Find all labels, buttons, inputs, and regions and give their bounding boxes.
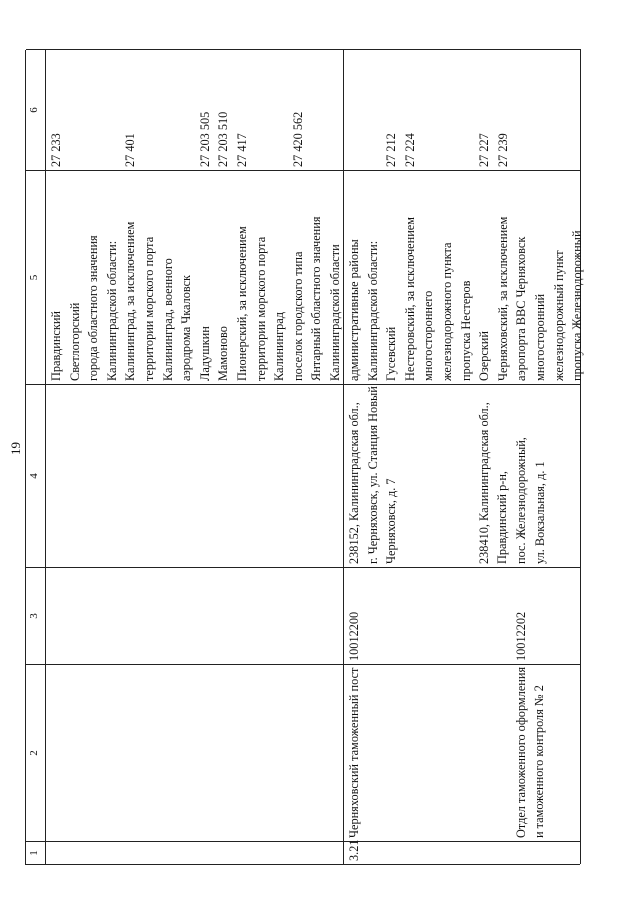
table-header-row bbox=[26, 49, 46, 864]
text-line bbox=[103, 53, 122, 167]
table-row bbox=[344, 49, 585, 864]
text-line: железнодорожного пункта bbox=[439, 242, 454, 381]
department-code: 10012202 bbox=[513, 611, 528, 661]
header-col-4: 4 bbox=[26, 384, 46, 567]
text-line bbox=[159, 53, 178, 167]
post-code-cell bbox=[46, 567, 344, 664]
text-line bbox=[364, 53, 383, 167]
text-line: административные районы bbox=[347, 239, 361, 381]
text-line: Калининградской области: bbox=[104, 240, 119, 381]
text-line: 238152, Калининградская обл., bbox=[347, 402, 361, 564]
table-row bbox=[46, 49, 344, 864]
post-code: 10012200 bbox=[347, 611, 361, 661]
row-number-cell bbox=[344, 841, 581, 864]
address-cell bbox=[344, 384, 581, 567]
text-line: 27 417 bbox=[234, 133, 249, 167]
text-line: Гусевский bbox=[384, 326, 399, 381]
text-line bbox=[438, 53, 457, 167]
text-line: Правдинский р-н, bbox=[495, 471, 510, 564]
post-name-cell bbox=[46, 664, 344, 841]
post-name-cell bbox=[344, 664, 581, 841]
text-line: аэродрома Чкаловск bbox=[179, 274, 194, 381]
header-col-3: 3 bbox=[26, 567, 46, 664]
text-line bbox=[177, 53, 196, 167]
text-line: Калининград, за исключением bbox=[123, 221, 138, 381]
rotated-content bbox=[25, 50, 585, 865]
text-line: Мамоново bbox=[216, 326, 231, 381]
text-line: Отдел таможенного оформления bbox=[513, 666, 528, 838]
okato-cell bbox=[46, 49, 344, 170]
text-line: Нестеровский, за исключением bbox=[402, 216, 417, 381]
header-col-5: 5 bbox=[26, 170, 46, 384]
page-number: 19 bbox=[8, 442, 23, 455]
row-number: 3.21 bbox=[347, 839, 361, 861]
header-col-2: 2 bbox=[26, 664, 46, 841]
row-number-cell bbox=[46, 841, 344, 864]
text-line: территории морского порта bbox=[141, 236, 156, 381]
text-line: 27 239 bbox=[495, 133, 510, 167]
text-line: Калининград bbox=[272, 312, 287, 381]
text-line: города областного значения bbox=[86, 235, 101, 381]
header-col-1: 1 bbox=[26, 841, 46, 864]
text-line: пос. Железнодорожный, bbox=[513, 437, 528, 564]
text-line: территории морского порта bbox=[253, 236, 268, 381]
text-line bbox=[84, 53, 103, 167]
text-line: многостороннего bbox=[421, 290, 436, 381]
text-line: Калининградской области: bbox=[365, 240, 380, 381]
header-col-6: 6 bbox=[26, 49, 46, 170]
text-line: 27 401 bbox=[123, 133, 138, 167]
text-line: аэропорта ВВС Черняховск bbox=[514, 236, 529, 381]
text-line: 238410, Калининградская обл., bbox=[476, 402, 491, 564]
address-cell bbox=[46, 384, 344, 567]
text-line: Черняховский, за исключением bbox=[495, 216, 510, 381]
text-line: Правдинский bbox=[49, 311, 63, 381]
text-line: г. Черняховск, ул. Станция Новый bbox=[365, 386, 380, 564]
text-line bbox=[457, 53, 476, 167]
text-line: 27 224 bbox=[402, 133, 417, 167]
text-line: 27 233 bbox=[49, 133, 63, 167]
text-line: железнодорожный пункт bbox=[551, 250, 566, 381]
text-line bbox=[66, 53, 85, 167]
text-line: многосторонний bbox=[532, 293, 547, 381]
text-line: Ладушкин bbox=[197, 326, 212, 381]
text-line: Светлогорский bbox=[67, 302, 82, 381]
text-line: и таможенного контроля № 2 bbox=[532, 685, 547, 838]
text-line: 27 212 bbox=[384, 133, 399, 167]
text-line bbox=[345, 53, 364, 167]
region-cell bbox=[344, 170, 585, 384]
text-line: пропуска Железнодорожный bbox=[570, 230, 585, 381]
text-line bbox=[140, 53, 159, 167]
text-line: Янтарный областного значения bbox=[309, 216, 324, 381]
text-line: 27 203 505 bbox=[197, 111, 212, 167]
text-line: 27 203 510 bbox=[216, 111, 231, 167]
department-address bbox=[475, 388, 549, 564]
text-line: Черняховск, д. 7 bbox=[384, 478, 399, 564]
text-line bbox=[270, 53, 289, 167]
text-line: ул. Вокзальная, д. 1 bbox=[532, 461, 547, 564]
text-line: Калининград, военного bbox=[160, 258, 175, 381]
post-address bbox=[345, 388, 401, 564]
post-code-cell bbox=[344, 567, 581, 664]
okato-cell bbox=[344, 49, 581, 170]
customs-table bbox=[25, 50, 585, 865]
text-line bbox=[419, 53, 438, 167]
text-line: 27 420 562 bbox=[290, 111, 305, 167]
post-name: Черняховский таможенный пост bbox=[347, 667, 361, 838]
text-line: пропуска Нестеров bbox=[458, 280, 473, 381]
department-name bbox=[512, 668, 549, 838]
text-line: Пионерский, за исключением bbox=[234, 226, 249, 381]
text-line: Озерский bbox=[477, 331, 492, 381]
text-line: Калининградской области bbox=[327, 244, 342, 381]
text-line bbox=[252, 53, 271, 167]
text-line: 27 227 bbox=[477, 133, 492, 167]
region-cell bbox=[46, 170, 344, 384]
text-line: поселок городского типа bbox=[290, 251, 305, 381]
document-page bbox=[25, 50, 585, 865]
